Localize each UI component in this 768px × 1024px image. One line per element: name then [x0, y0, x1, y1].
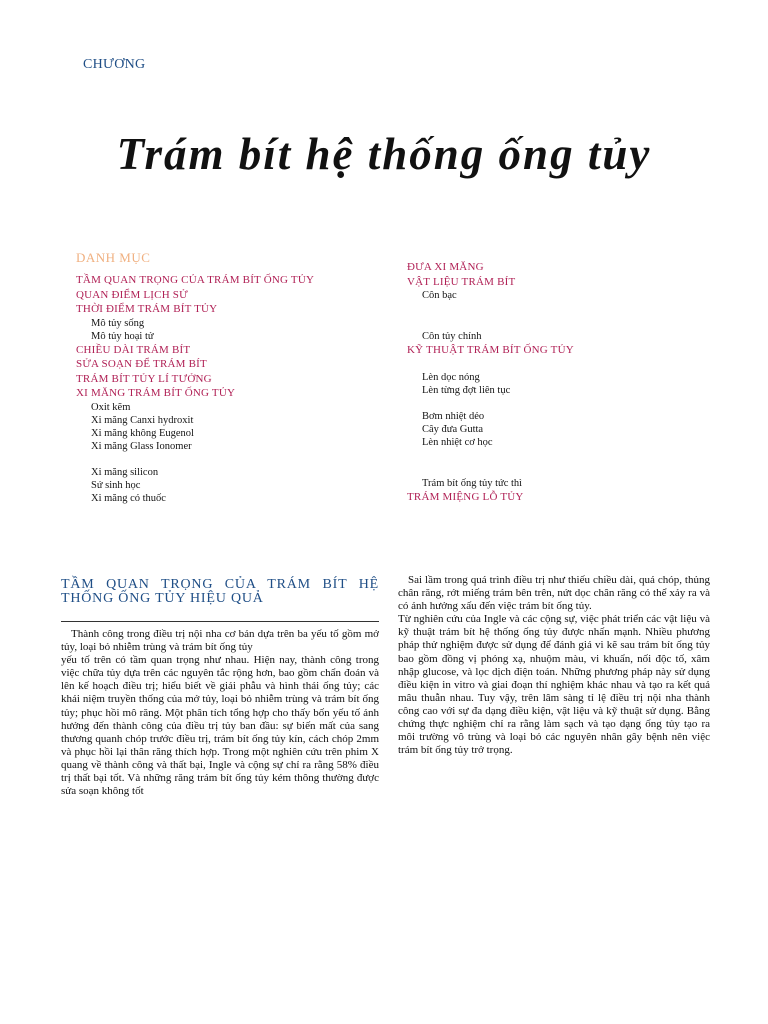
- toc-subentry: Mô tủy sống: [91, 317, 145, 329]
- section-divider: [61, 621, 379, 622]
- toc-heading: DANH MỤC: [76, 250, 151, 265]
- toc-left-column: [76, 273, 396, 505]
- chapter-label: CHƯƠNG: [83, 57, 146, 72]
- paragraph: yếu tố trên có tầm quan trọng như nhau. Hiện nay, thành công trong việc chữa tủy dựa trên các nguyên tắc rộng hơn, bao gồm chẩn đoán và lên kế hoạch điều trị; hiểu biết về giải phẫu và hình thái ống tủy; các khái niệm truyền thống của mở tủy, loại bỏ nhiễm trùng và trám bít ống tủy; phục hồi mô răng. Một phân tích tổng hợp cho thấy bốn yếu tố ảnh hưởng đến thành công của điều trị tủy ban đầu: sự biến mất của sang thương quanh chóp trước điều trị, trám bít ống tủy kín, cách chóp 2mm và phục hồi lại thân răng thích hợp. Trong một nghiên cứu trên phim X quang về thành công và thất bại, Ingle và cộng sự chỉ ra rằng 58% điều trị thất bại tốt. Và những răng trám bít ống tủy kém thông thường được sửa soạn không tốt: [61, 654, 379, 798]
- paragraph: Từ nghiên cứu của Ingle và các cộng sự, việc phát triển các vật liệu và kỹ thuật trám bít hệ thống ống tủy được nhấn mạnh. Nhiều phương pháp thử nghiệm được sử dụng để đánh giá vi kẽ sau trám bít ống tủy bao gồm đồng vị phóng xạ, nhuộm màu, vi khuẩn, nối độc tố, xâm nhập glucose, và lọc dịch điện toán. Những phương pháp này sử dụng điều kiện in vitro và giai đoạn thí nghiệm khác nhau và tạo ra kết quả mâu thuẫn nhau. Tuy vậy, trên lâm sàng tỉ lệ điều trị nội nha thành công cao với sự đa dạng điều kiện, vật liệu và kỹ thuật sử dụng. Bằng chứng thực nghiệm chỉ ra rằng làm sạch và tạo dạng ống tủy tạo ra môi trường vô trùng và loại bỏ các nguyên nhân gây bệnh nên việc trám bít ống tủy trở trọng.: [398, 613, 710, 757]
- paragraph: Thành công trong điều trị nội nha cơ bản dựa trên ba yếu tố gồm mở tủy, loại bỏ nhiễm trùng và trám bít ống tủy: [61, 628, 379, 654]
- toc-subentry: Xi măng có thuốc: [91, 492, 166, 504]
- toc-entry: TRÁM BÍT TỦY LÍ TƯỞNG: [76, 372, 212, 385]
- toc-subentry: Xi măng silicon: [91, 466, 159, 478]
- page-title: Trám bít hệ thống ống tủy: [116, 129, 652, 179]
- toc-subentry: Côn bạc: [422, 290, 457, 301]
- toc-subentry: Xi măng Glass Ionomer: [91, 440, 192, 452]
- toc-spacer: [407, 397, 727, 410]
- toc-entry: ĐƯA XI MĂNG: [407, 261, 484, 273]
- toc-right-column: [407, 260, 727, 504]
- toc-subentry: Bơm nhiệt dẻo: [422, 410, 485, 422]
- toc-subentry: Xi măng Canxi hydroxit: [91, 414, 194, 426]
- toc-spacer: [407, 449, 727, 477]
- toc-subentry: Lèn từng đợt liên tục: [422, 384, 511, 396]
- toc-subentry: Cây đưa Gutta: [422, 423, 484, 435]
- toc-subentry: Mô tủy hoại tử: [91, 330, 154, 342]
- toc-entry: SỬA SOẠN ĐỂ TRÁM BÍT: [76, 358, 207, 370]
- toc-subentry: Sứ sinh học: [91, 479, 141, 491]
- toc-entry: TẦM QUAN TRỌNG CỦA TRÁM BÍT ỐNG TỦY: [76, 274, 315, 286]
- section-title: TẦM QUAN TRỌNG CỦA TRÁM BÍT HỆ THỐNG ỐNG TỦY HIỆU QUẢ: [61, 577, 379, 606]
- toc-entry: QUAN ĐIỂM LỊCH SỬ: [76, 288, 188, 301]
- toc-entry: TRÁM MIỆNG LỖ TỦY: [407, 490, 524, 503]
- toc-subentry: Oxit kẽm: [91, 401, 131, 413]
- toc-spacer: [76, 453, 396, 466]
- body-column-right: [398, 574, 710, 757]
- toc-spacer: [407, 358, 727, 371]
- toc-subentry: Lèn nhiệt cơ học: [422, 436, 493, 448]
- toc-entry: XI MĂNG TRÁM BÍT ỐNG TỦY: [76, 387, 236, 399]
- body-column-left: [61, 628, 379, 798]
- toc-subentry: Xi măng không Eugenol: [91, 427, 194, 439]
- toc-entry: VẬT LIỆU TRÁM BÍT: [407, 275, 516, 288]
- toc-subentry: Trám bít ống tủy tức thì: [422, 477, 523, 489]
- paragraph: Sai lầm trong quá trình điều trị như thiếu chiều dài, quá chóp, thủng chân răng, rớt miếng trám bên trên, nứt dọc chân răng có thể xảy ra và có ảnh hưởng xấu đến việc trám bít ống tủy.: [398, 574, 710, 613]
- toc-subentry: Lèn dọc nóng: [422, 371, 480, 383]
- toc-entry: CHIỀU DÀI TRÁM BÍT: [76, 343, 191, 356]
- toc-entry: KỸ THUẬT TRÁM BÍT ỐNG TỦY: [407, 344, 574, 356]
- toc-subentry: Côn tủy chính: [422, 331, 482, 342]
- toc-spacer: [407, 302, 727, 330]
- toc-entry: THỜI ĐIỂM TRÁM BÍT TỦY: [76, 303, 218, 315]
